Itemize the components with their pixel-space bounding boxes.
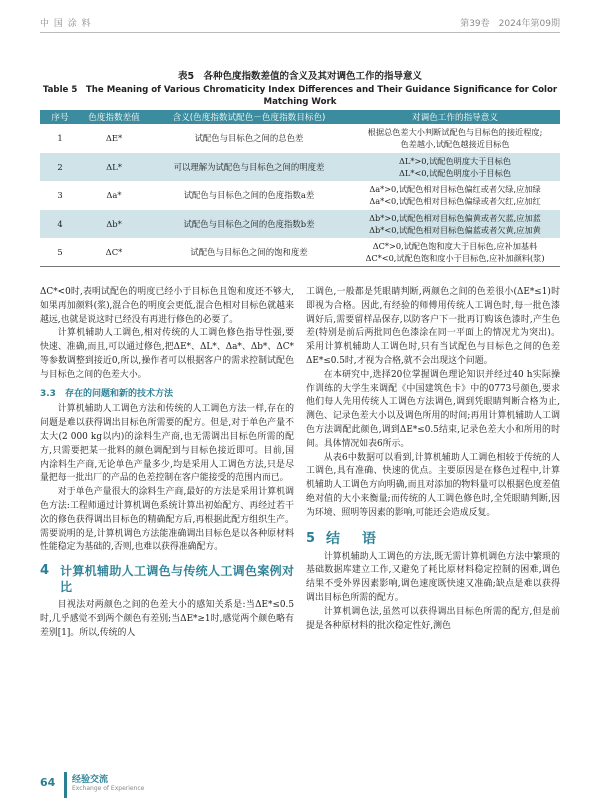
guidance-cell <box>350 210 560 239</box>
table-caption-zh: 表5 各种色度指数差值的含义及其对调色工作的指导意义 <box>177 71 423 82</box>
row-number: 4 <box>40 210 80 239</box>
section-heading <box>40 563 294 595</box>
section-heading <box>306 531 560 547</box>
guidance-line: Δb*<0,试配色相对目标色偏蓝或者欠黄,应加黄 <box>369 224 541 235</box>
table-row <box>40 181 560 210</box>
index-diff: ΔE* <box>80 124 148 153</box>
index-diff: ΔC* <box>80 238 148 267</box>
header-cell: 色度指数差值 <box>80 110 148 124</box>
guidance-cell <box>350 124 560 153</box>
body-paragraph: 计算机调色法,虽然可以获得调出目标色所需的配方,但是前提是各种原材料的批次稳定性好,测色 <box>306 606 560 631</box>
index-diff: Δb* <box>80 210 148 239</box>
chromaticity-table <box>40 110 560 267</box>
guidance-line: Δa*>0,试配色相对目标色偏红或者欠绿,应加绿 <box>369 184 541 195</box>
row-number: 2 <box>40 153 80 182</box>
header-cell: 序号 <box>40 110 80 124</box>
meaning-cell: 试配色与目标色之间的总色差 <box>148 124 350 153</box>
section-title: 计算机辅助人工调色与传统人工调色案例对比 <box>60 564 294 595</box>
page-header <box>40 14 560 33</box>
body-paragraph: 从表6中数据可以看到,计算机辅助人工调色相较于传统的人工调色,具有准确、快速的优点。主要原因是在修色过程中,计算机辅助人工调色方向明确,而且对添加的物料量可以根据色度差值绝对值的大小来衡量;而传统的人工调色修色时,全凭眼睛判断,因为环境、照明等因素的影响,可能还会造成反复。 <box>306 452 560 518</box>
body-paragraph: 对于单色产量很大的涂料生产商,最好的方法是采用计算机调色方法:工程师通过计算机调色系统计算出初始配方、再经过若干次的修色获得调出目标色的精确配方后,再根据此配方组织生产。需要说明的是,计算机调色方法能准确调出目标色是以各种原材料性能稳定为基础的,否则,也难以获得准确配方。 <box>40 487 294 553</box>
guidance-cell <box>350 181 560 210</box>
right-column <box>306 286 560 633</box>
section-title: 结 语 <box>326 530 380 547</box>
meaning-cell: 试配色与目标色之间的饱和度差 <box>148 238 350 267</box>
journal-name: 中 国 涂 料 <box>40 19 92 29</box>
guidance-line: ΔC*>0,试配色饱和度大于目标色,应补加基料 <box>372 241 538 251</box>
body-paragraph: ΔC*<0时,表明试配色的明度已经小于目标色且饱和度还不够大,如果再加颜料(浆),混合色的明度会更低,混合色相对目标色就越来越远,也就是说这时已经没有再进行修色的必要了。 <box>40 287 294 325</box>
header-cell: 对调色工作的指导意义 <box>350 110 560 124</box>
left-column <box>40 286 294 641</box>
issue-info: 第39卷 2024年第09期 <box>460 19 560 29</box>
table-caption <box>40 68 560 108</box>
guidance-line: ΔL*>0,试配色明度大于目标色 <box>399 155 511 166</box>
body-paragraph: 在本研究中,选择20位掌握调色理论知识并经过40 h实际操作训练的大学生来调配《中国建筑色卡》中的0773号颜色,要求他们每人先用传统人工调色方法调色,调到凭眼睛判断合格为止,测色、记录色差大小以及调色所用的时间;再用计算机辅助人工调色方法调配此颜色,调到ΔE*≤0.5结束,记录色差大小和所用的时间。具体情况如表6所示。 <box>306 369 560 449</box>
row-number: 3 <box>40 181 80 210</box>
guidance-line: ΔL*<0,试配色明度小于目标色 <box>399 167 511 178</box>
section-label: 经验交流 <box>72 775 109 785</box>
table-row <box>40 153 560 182</box>
footer-divider <box>64 772 67 798</box>
body-paragraph: 计算机辅助人工调色,相对传统的人工调色修色指导性强,要快速、准确,而且,可以通过修色,把ΔE*、ΔL*、Δa*、Δb*、ΔC*等参数调整到接近0,所以,操作者可以根据客户的需求控制试配色与目标色之间的色差大小。 <box>40 328 294 380</box>
table-caption-en: Table 5 The Meaning of Various Chromaticity Index Differences and Their Guidance Significance for Color Matching Work <box>42 85 558 107</box>
guidance-line: 色差越小,试配色越接近目标色 <box>400 139 510 150</box>
guidance-line: ΔC*<0,试配色饱和度小于目标色,应补加颜料(浆) <box>365 253 545 263</box>
row-number: 5 <box>40 238 80 267</box>
row-number: 1 <box>40 124 80 153</box>
meaning-cell: 试配色与目标色之间的色度指数a差 <box>148 181 350 210</box>
meaning-cell: 可以理解为试配色与目标色之间的明度差 <box>148 153 350 182</box>
body-paragraph: 计算机辅助人工调色方法和传统的人工调色方法一样,存在的问题是难以获得调出目标色所需要的配方。但是,对于单色产量不太大(2 000 kg以内)的涂料生产商,也无需调出目标色所需的配方,只需要把某一批料的颜色调配到与目标色接近即可。目前,国内涂料生产商,无论单色产量多少,均是采用人工调色方法,只是尽量把每一批出厂的产品的色差控制在客户能接受的范围内而已。 <box>40 404 294 484</box>
section-number: 5 <box>306 530 320 546</box>
body-paragraph: 工调色,一般都是凭眼睛判断,两颜色之间的色差很小(ΔE*≤1)时即视为合格。因此,有经验的师傅用传统人工调色时,每一批色漆调好后,需要留样品保存,以防客户下一批再订购该色漆时,产生色差(特别是前后两批同色色漆涂在同一平面上的情况尤为突出)。采用计算机辅助人工调色时,只有当试配色与目标色之间的色差ΔE*≤0.5时,才视为合格,就不会出现这个问题。 <box>306 287 560 366</box>
body-paragraph: 目视法对两颜色之间的色差大小的感知关系是:当ΔE*≤0.5时,几乎感觉不到两个颜色有差别;当ΔE*≥1时,感觉两个颜色略有差别[1]。所以,传统的人 <box>40 600 294 638</box>
header-cell: 含义(色度指数试配色－色度指数目标色) <box>148 110 350 124</box>
index-diff: Δa* <box>80 181 148 210</box>
guidance-line: Δa*<0,试配色相对目标色偏绿或者欠红,应加红 <box>369 196 541 207</box>
meaning-cell: 试配色与目标色之间的色度指数b差 <box>148 210 350 239</box>
guidance-cell <box>350 153 560 182</box>
subsection-heading: 3.3 存在的问题和新的技术方法 <box>40 388 173 399</box>
guidance-line: 根据总色差大小判断试配色与目标色的接近程度; <box>367 127 543 138</box>
body-paragraph: 计算机辅助人工调色的方法,既无需计算机调色方法中繁琐的基础数据库建立工作,又避免了耗比原材料稳定控制的困难,调色结果不受外界因素影响,调色速度既快速又准确;缺点是难以获得调出目标色所需的配方。 <box>306 551 560 603</box>
table-row <box>40 124 560 153</box>
page-number: 64 <box>40 776 56 789</box>
section-number: 4 <box>40 563 50 579</box>
section-label-en: Exchange of Experience <box>72 785 145 792</box>
table-header-row <box>40 110 560 124</box>
guidance-line: Δb*>0,试配色相对目标色偏黄或者欠蓝,应加蓝 <box>369 212 541 223</box>
table-row <box>40 210 560 239</box>
table-row <box>40 238 560 267</box>
guidance-cell <box>350 238 560 267</box>
index-diff: ΔL* <box>80 153 148 182</box>
